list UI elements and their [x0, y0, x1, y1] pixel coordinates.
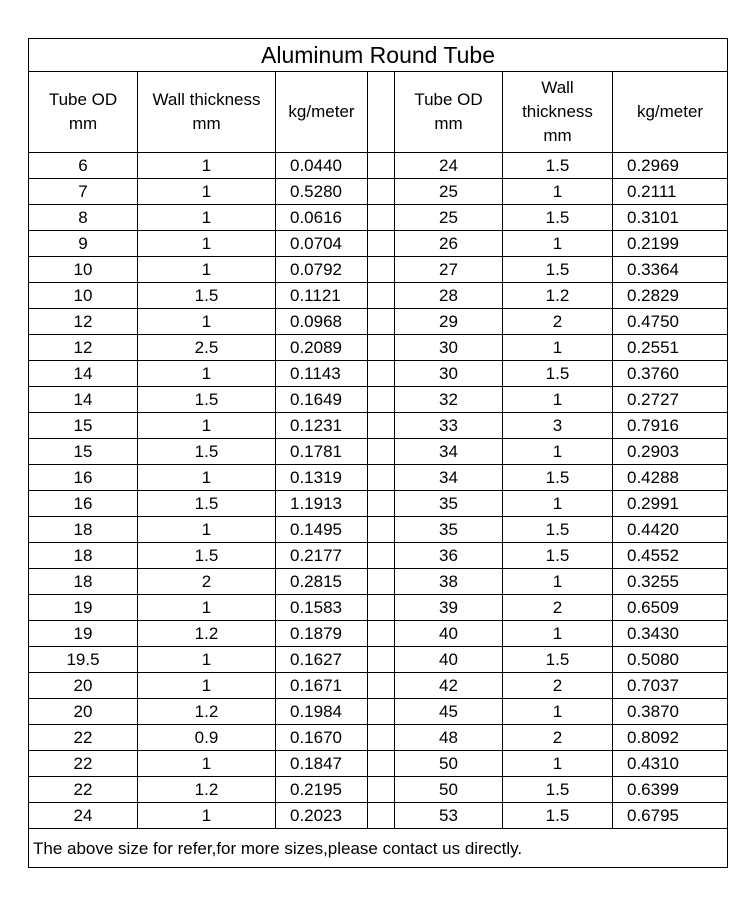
spacer-cell — [368, 231, 395, 257]
table-row — [29, 517, 728, 543]
spacer-cell — [368, 517, 395, 543]
aluminum-tube-sheet — [28, 38, 727, 868]
kg-meter-right-cell: 0.3870 — [613, 699, 728, 725]
table-row — [29, 413, 728, 439]
kg-meter-left-cell: 0.1121 — [276, 283, 368, 309]
tube-od-left-cell: 22 — [29, 725, 138, 751]
table-row — [29, 725, 728, 751]
tube-od-left-cell: 20 — [29, 673, 138, 699]
spacer-cell — [368, 257, 395, 283]
spacer-cell — [368, 439, 395, 465]
kg-meter-left-cell: 0.0704 — [276, 231, 368, 257]
wall-thickness-right-cell: 3 — [503, 413, 613, 439]
header-wall-thickness-right: Wall thickness mm — [503, 72, 613, 153]
kg-meter-right-cell: 0.7916 — [613, 413, 728, 439]
kg-meter-left-cell: 0.1143 — [276, 361, 368, 387]
tube-od-left-cell: 24 — [29, 803, 138, 829]
wall-thickness-left-cell: 1 — [138, 361, 276, 387]
kg-meter-right-cell: 0.4310 — [613, 751, 728, 777]
table-row — [29, 595, 728, 621]
kg-meter-right-cell: 0.6509 — [613, 595, 728, 621]
spacer-cell — [368, 595, 395, 621]
wall-thickness-right-cell: 1 — [503, 699, 613, 725]
table-row — [29, 309, 728, 335]
kg-meter-right-cell: 0.3430 — [613, 621, 728, 647]
tube-od-left-cell: 20 — [29, 699, 138, 725]
table-row — [29, 179, 728, 205]
wall-thickness-left-cell: 2 — [138, 569, 276, 595]
table-row — [29, 283, 728, 309]
tube-od-right-cell: 26 — [395, 231, 503, 257]
tube-od-right-cell: 35 — [395, 517, 503, 543]
tube-od-left-cell: 16 — [29, 491, 138, 517]
kg-meter-left-cell: 1.1913 — [276, 491, 368, 517]
wall-thickness-right-cell: 1 — [503, 491, 613, 517]
tube-od-left-cell: 15 — [29, 439, 138, 465]
kg-meter-left-cell: 0.2089 — [276, 335, 368, 361]
tube-od-right-cell: 33 — [395, 413, 503, 439]
wall-thickness-left-cell: 1 — [138, 673, 276, 699]
tube-od-left-cell: 19 — [29, 595, 138, 621]
wall-thickness-left-cell: 1 — [138, 309, 276, 335]
spacer-cell — [368, 361, 395, 387]
table-row — [29, 803, 728, 829]
header-tube-od-left: Tube OD mm — [29, 72, 138, 153]
kg-meter-right-cell: 0.2903 — [613, 439, 728, 465]
wall-thickness-right-cell: 2 — [503, 309, 613, 335]
kg-meter-right-cell: 0.2727 — [613, 387, 728, 413]
spacer-cell — [368, 803, 395, 829]
kg-meter-right-cell: 0.4288 — [613, 465, 728, 491]
wall-thickness-right-cell: 1.5 — [503, 647, 613, 673]
table-row — [29, 387, 728, 413]
tube-od-left-cell: 9 — [29, 231, 138, 257]
spacer-cell — [368, 72, 395, 153]
table-row — [29, 153, 728, 179]
table-row — [29, 569, 728, 595]
wall-thickness-left-cell: 1 — [138, 205, 276, 231]
wall-thickness-right-cell: 1 — [503, 387, 613, 413]
table-row — [29, 647, 728, 673]
kg-meter-right-cell: 0.4552 — [613, 543, 728, 569]
wall-thickness-left-cell: 2.5 — [138, 335, 276, 361]
wall-thickness-right-cell: 1.5 — [503, 517, 613, 543]
tube-od-right-cell: 32 — [395, 387, 503, 413]
tube-od-right-cell: 50 — [395, 777, 503, 803]
table-row — [29, 361, 728, 387]
header-kg-meter-right: kg/meter — [613, 72, 728, 153]
kg-meter-right-cell: 0.2991 — [613, 491, 728, 517]
table-row — [29, 777, 728, 803]
kg-meter-left-cell: 0.1495 — [276, 517, 368, 543]
tube-od-right-cell: 48 — [395, 725, 503, 751]
spacer-cell — [368, 725, 395, 751]
wall-thickness-right-cell: 1.5 — [503, 803, 613, 829]
spacer-cell — [368, 335, 395, 361]
wall-thickness-left-cell: 1 — [138, 751, 276, 777]
table-row — [29, 751, 728, 777]
spacer-cell — [368, 283, 395, 309]
header-kg-meter-left: kg/meter — [276, 72, 368, 153]
tube-od-left-cell: 14 — [29, 387, 138, 413]
spacer-cell — [368, 647, 395, 673]
wall-thickness-left-cell: 1.5 — [138, 543, 276, 569]
tube-od-left-cell: 19.5 — [29, 647, 138, 673]
tube-od-left-cell: 10 — [29, 283, 138, 309]
kg-meter-left-cell: 0.0968 — [276, 309, 368, 335]
tube-od-right-cell: 40 — [395, 647, 503, 673]
wall-thickness-left-cell: 1 — [138, 803, 276, 829]
tube-od-right-cell: 40 — [395, 621, 503, 647]
kg-meter-left-cell: 0.1879 — [276, 621, 368, 647]
tube-od-right-cell: 39 — [395, 595, 503, 621]
wall-thickness-right-cell: 1.5 — [503, 153, 613, 179]
wall-thickness-right-cell: 1.2 — [503, 283, 613, 309]
spacer-cell — [368, 543, 395, 569]
tube-od-left-cell: 15 — [29, 413, 138, 439]
kg-meter-left-cell: 0.1781 — [276, 439, 368, 465]
table-row — [29, 465, 728, 491]
tube-od-right-cell: 53 — [395, 803, 503, 829]
spacer-cell — [368, 777, 395, 803]
spacer-cell — [368, 205, 395, 231]
kg-meter-right-cell: 0.6399 — [613, 777, 728, 803]
wall-thickness-left-cell: 0.9 — [138, 725, 276, 751]
kg-meter-right-cell: 0.2829 — [613, 283, 728, 309]
wall-thickness-left-cell: 1 — [138, 413, 276, 439]
tube-od-left-cell: 14 — [29, 361, 138, 387]
wall-thickness-right-cell: 1.5 — [503, 257, 613, 283]
spec-table — [28, 38, 728, 868]
tube-od-left-cell: 22 — [29, 751, 138, 777]
table-row — [29, 335, 728, 361]
table-row — [29, 439, 728, 465]
kg-meter-right-cell: 0.3760 — [613, 361, 728, 387]
tube-od-right-cell: 45 — [395, 699, 503, 725]
spacer-cell — [368, 699, 395, 725]
kg-meter-right-cell: 0.3101 — [613, 205, 728, 231]
wall-thickness-right-cell: 1.5 — [503, 205, 613, 231]
wall-thickness-right-cell: 2 — [503, 725, 613, 751]
tube-od-right-cell: 30 — [395, 361, 503, 387]
tube-od-left-cell: 16 — [29, 465, 138, 491]
header-row — [29, 72, 728, 153]
footer-row — [29, 829, 728, 868]
kg-meter-right-cell: 0.4420 — [613, 517, 728, 543]
header-tube-od-right: Tube OD mm — [395, 72, 503, 153]
tube-od-left-cell: 18 — [29, 569, 138, 595]
tube-od-left-cell: 18 — [29, 543, 138, 569]
wall-thickness-right-cell: 1.5 — [503, 543, 613, 569]
table-title: Aluminum Round Tube — [29, 39, 728, 72]
kg-meter-right-cell: 0.2199 — [613, 231, 728, 257]
table-row — [29, 699, 728, 725]
table-row — [29, 543, 728, 569]
kg-meter-left-cell: 0.1627 — [276, 647, 368, 673]
spacer-cell — [368, 179, 395, 205]
table-row — [29, 257, 728, 283]
kg-meter-right-cell: 0.4750 — [613, 309, 728, 335]
tube-od-right-cell: 38 — [395, 569, 503, 595]
wall-thickness-right-cell: 1.5 — [503, 361, 613, 387]
wall-thickness-left-cell: 1.5 — [138, 283, 276, 309]
tube-od-right-cell: 28 — [395, 283, 503, 309]
tube-od-left-cell: 19 — [29, 621, 138, 647]
tube-od-left-cell: 10 — [29, 257, 138, 283]
spacer-cell — [368, 413, 395, 439]
spacer-cell — [368, 465, 395, 491]
kg-meter-right-cell: 0.5080 — [613, 647, 728, 673]
wall-thickness-left-cell: 1 — [138, 153, 276, 179]
footer-note: The above size for refer,for more sizes,please contact us directly. — [29, 829, 728, 868]
wall-thickness-left-cell: 1 — [138, 647, 276, 673]
tube-od-right-cell: 34 — [395, 465, 503, 491]
table-row — [29, 621, 728, 647]
tube-od-right-cell: 30 — [395, 335, 503, 361]
wall-thickness-right-cell: 1 — [503, 751, 613, 777]
kg-meter-right-cell: 0.2551 — [613, 335, 728, 361]
kg-meter-left-cell: 0.1671 — [276, 673, 368, 699]
kg-meter-left-cell: 0.2023 — [276, 803, 368, 829]
kg-meter-right-cell: 0.6795 — [613, 803, 728, 829]
table-row — [29, 205, 728, 231]
tube-od-right-cell: 29 — [395, 309, 503, 335]
kg-meter-left-cell: 0.0440 — [276, 153, 368, 179]
wall-thickness-right-cell: 1 — [503, 569, 613, 595]
kg-meter-right-cell: 0.3255 — [613, 569, 728, 595]
wall-thickness-left-cell: 1 — [138, 465, 276, 491]
kg-meter-right-cell: 0.8092 — [613, 725, 728, 751]
wall-thickness-left-cell: 1.2 — [138, 621, 276, 647]
wall-thickness-left-cell: 1.5 — [138, 387, 276, 413]
kg-meter-left-cell: 0.2815 — [276, 569, 368, 595]
wall-thickness-left-cell: 1 — [138, 257, 276, 283]
wall-thickness-left-cell: 1 — [138, 179, 276, 205]
wall-thickness-left-cell: 1.5 — [138, 491, 276, 517]
wall-thickness-left-cell: 1.2 — [138, 699, 276, 725]
header-wall-thickness-left: Wall thickness mm — [138, 72, 276, 153]
wall-thickness-right-cell: 1 — [503, 621, 613, 647]
spacer-cell — [368, 673, 395, 699]
spacer-cell — [368, 569, 395, 595]
tube-od-right-cell: 25 — [395, 179, 503, 205]
tube-od-right-cell: 50 — [395, 751, 503, 777]
wall-thickness-left-cell: 1 — [138, 517, 276, 543]
tube-od-right-cell: 35 — [395, 491, 503, 517]
kg-meter-left-cell: 0.0616 — [276, 205, 368, 231]
kg-meter-left-cell: 0.1319 — [276, 465, 368, 491]
tube-od-left-cell: 18 — [29, 517, 138, 543]
kg-meter-right-cell: 0.7037 — [613, 673, 728, 699]
tube-od-right-cell: 24 — [395, 153, 503, 179]
kg-meter-left-cell: 0.2195 — [276, 777, 368, 803]
wall-thickness-left-cell: 1 — [138, 595, 276, 621]
kg-meter-left-cell: 0.1231 — [276, 413, 368, 439]
kg-meter-left-cell: 0.1984 — [276, 699, 368, 725]
table-row — [29, 231, 728, 257]
table-row — [29, 673, 728, 699]
tube-od-left-cell: 22 — [29, 777, 138, 803]
spacer-cell — [368, 309, 395, 335]
kg-meter-right-cell: 0.2969 — [613, 153, 728, 179]
spacer-cell — [368, 153, 395, 179]
tube-od-left-cell: 7 — [29, 179, 138, 205]
wall-thickness-left-cell: 1 — [138, 231, 276, 257]
kg-meter-right-cell: 0.3364 — [613, 257, 728, 283]
kg-meter-left-cell: 0.0792 — [276, 257, 368, 283]
kg-meter-left-cell: 0.2177 — [276, 543, 368, 569]
kg-meter-left-cell: 0.5280 — [276, 179, 368, 205]
spacer-cell — [368, 751, 395, 777]
wall-thickness-right-cell: 1.5 — [503, 465, 613, 491]
wall-thickness-right-cell: 1.5 — [503, 777, 613, 803]
wall-thickness-right-cell: 1 — [503, 439, 613, 465]
tube-od-left-cell: 12 — [29, 335, 138, 361]
wall-thickness-right-cell: 2 — [503, 595, 613, 621]
tube-od-left-cell: 8 — [29, 205, 138, 231]
kg-meter-left-cell: 0.1670 — [276, 725, 368, 751]
tube-od-right-cell: 27 — [395, 257, 503, 283]
spacer-cell — [368, 491, 395, 517]
tube-od-right-cell: 25 — [395, 205, 503, 231]
tube-od-left-cell: 6 — [29, 153, 138, 179]
wall-thickness-right-cell: 1 — [503, 231, 613, 257]
tube-od-right-cell: 42 — [395, 673, 503, 699]
wall-thickness-left-cell: 1.5 — [138, 439, 276, 465]
tube-od-right-cell: 36 — [395, 543, 503, 569]
tube-od-right-cell: 34 — [395, 439, 503, 465]
kg-meter-left-cell: 0.1847 — [276, 751, 368, 777]
wall-thickness-right-cell: 1 — [503, 335, 613, 361]
wall-thickness-right-cell: 1 — [503, 179, 613, 205]
table-row — [29, 491, 728, 517]
spacer-cell — [368, 387, 395, 413]
wall-thickness-right-cell: 2 — [503, 673, 613, 699]
kg-meter-left-cell: 0.1649 — [276, 387, 368, 413]
tube-od-left-cell: 12 — [29, 309, 138, 335]
spacer-cell — [368, 621, 395, 647]
kg-meter-right-cell: 0.2111 — [613, 179, 728, 205]
wall-thickness-left-cell: 1.2 — [138, 777, 276, 803]
kg-meter-left-cell: 0.1583 — [276, 595, 368, 621]
